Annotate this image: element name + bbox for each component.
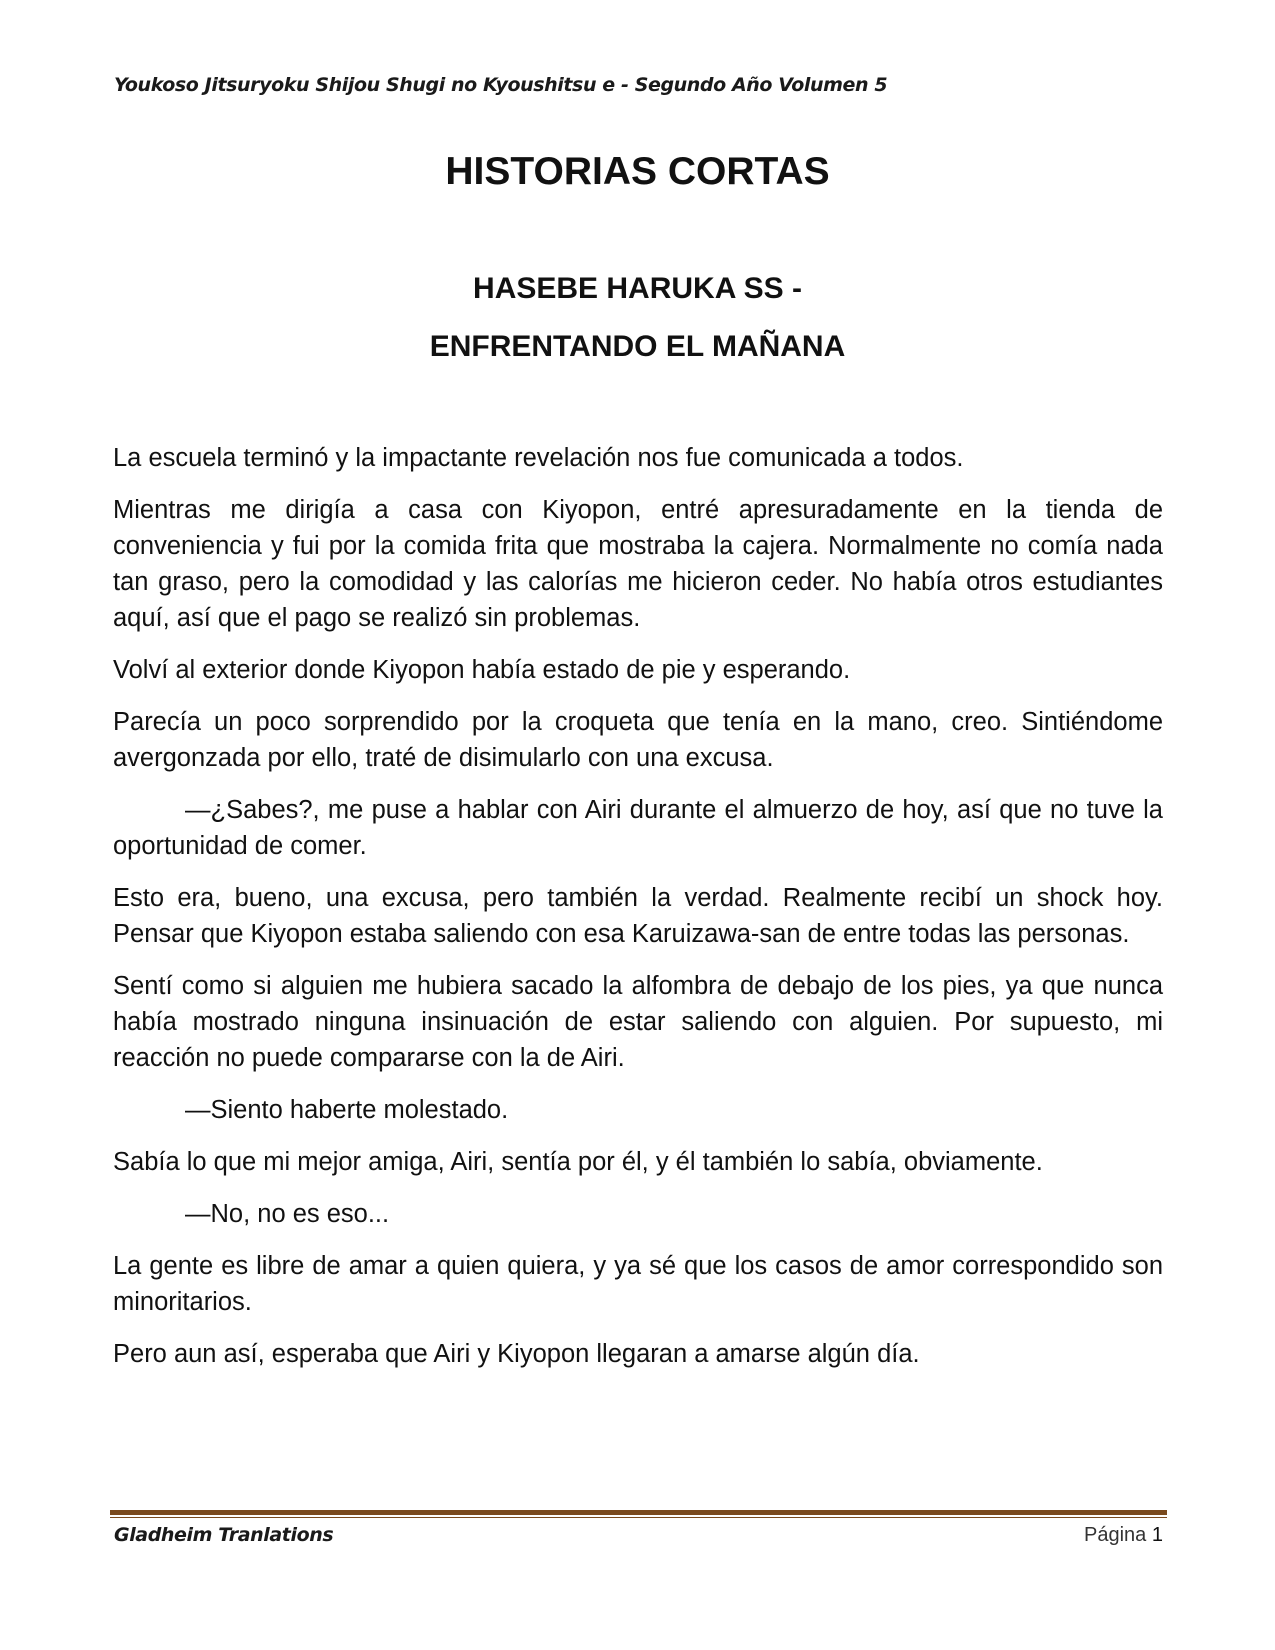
paragraph: La escuela terminó y la impactante revelación nos fue comunicada a todos.	[113, 444, 964, 472]
paragraph: Parecía un poco sorprendido por la croqueta que tenía en la mano, creo. Sintiéndome avergonzada por ello, traté de disimularlo con una excusa.	[113, 708, 1163, 772]
chapter-subtitle-line-1: HASEBE HARUKA SS -	[473, 272, 802, 305]
translator-credit: Gladheim Tranlations	[114, 1524, 334, 1546]
paragraph: Sentí como si alguien me hubiera sacado la alfombra de debajo de los pies, ya que nunca había mostrado ninguna insinuación de estar saliendo con alguien. Por supuesto, mi reacción no puede compararse con la de Airi.	[113, 972, 1163, 1072]
paragraph: La gente es libre de amar a quien quiera, y ya sé que los casos de amor correspondido son minoritarios.	[113, 1252, 1163, 1316]
paragraph: Sabía lo que mi mejor amiga, Airi, sentía por él, y él también lo sabía, obviamente.	[113, 1148, 1043, 1176]
body-text	[113, 440, 1163, 1388]
page-number-value: 1	[1151, 1524, 1163, 1546]
page-number	[1084, 1524, 1163, 1547]
page-label: Página	[1084, 1524, 1147, 1546]
page-title: HISTORIAS CORTAS	[445, 150, 830, 193]
paragraph: Mientras me dirigía a casa con Kiyopon, entré apresuradamente en la tienda de conveniencia y fui por la comida frita que mostraba la cajera. Normalmente no comía nada tan graso, pero la comodidad y las calorías me hicieron ceder. No había otros estudiantes aquí, así que el pago se realizó sin problemas.	[113, 496, 1163, 632]
paragraph: Pero aun así, esperaba que Airi y Kiyopon llegaran a amarse algún día.	[113, 1340, 920, 1368]
dialog-paragraph: —¿Sabes?, me puse a hablar con Airi durante el almuerzo de hoy, así que no tuve la oportunidad de comer.	[113, 796, 1163, 860]
running-header: Youkoso Jitsuryoku Shijou Shugi no Kyoushitsu e - Segundo Año Volumen 5	[114, 74, 888, 96]
footer-divider-thin	[110, 1517, 1167, 1518]
footer-divider	[110, 1510, 1167, 1515]
paragraph: Volví al exterior donde Kiyopon había estado de pie y esperando.	[113, 656, 851, 684]
dialog-paragraph: —Siento haberte molestado.	[185, 1096, 509, 1124]
paragraph: Esto era, bueno, una excusa, pero también la verdad. Realmente recibí un shock hoy. Pensar que Kiyopon estaba saliendo con esa Karuizawa-san de entre todas las personas.	[113, 884, 1163, 948]
chapter-subtitle-line-2: ENFRENTANDO EL MAÑANA	[429, 330, 846, 363]
dialog-paragraph: —No, no es eso...	[185, 1200, 390, 1228]
